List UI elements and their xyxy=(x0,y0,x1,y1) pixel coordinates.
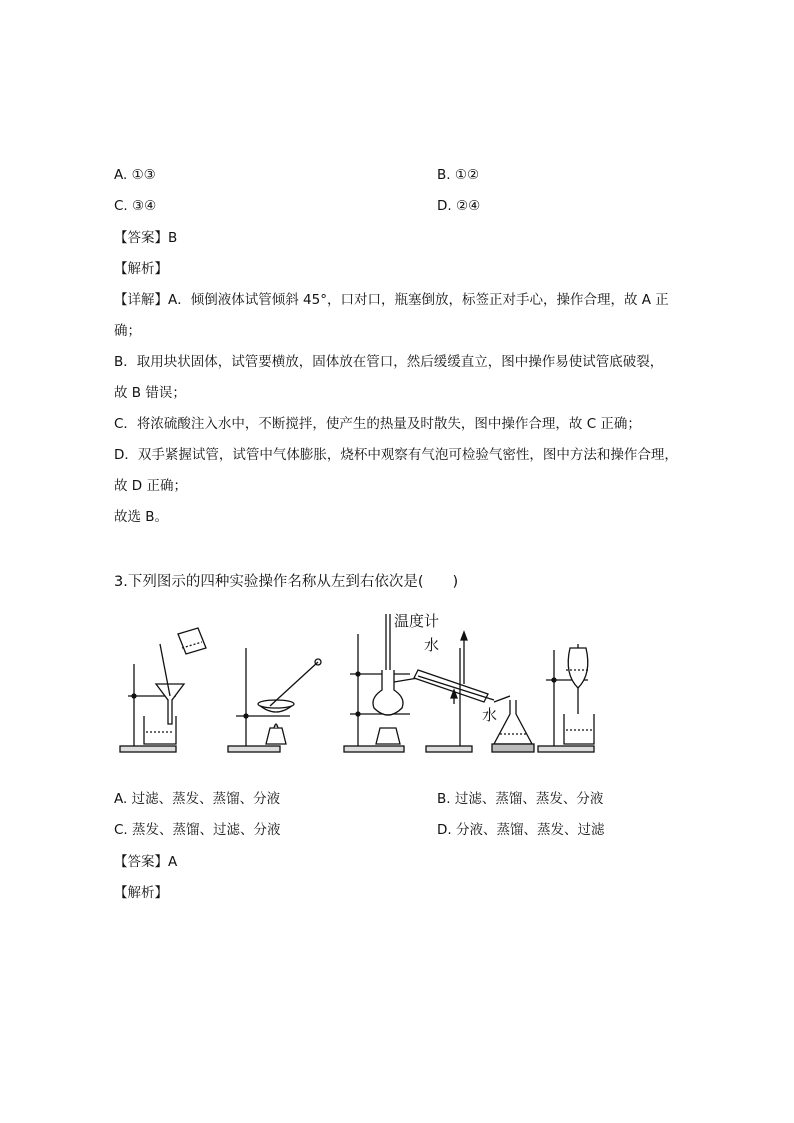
q3-stem: 3.下列图示的四种实验操作名称从左到右依次是( ) xyxy=(114,574,459,590)
q3-analysis-heading: 【解析】 xyxy=(114,885,168,901)
water-inlet-label: 水 xyxy=(482,706,498,724)
q3-option-d: D. 分液、蒸馏、蒸发、过滤 xyxy=(437,822,605,838)
q3-apparatus-figure xyxy=(118,604,618,770)
q2-detail-line: 【详解】A．倾倒液体试管倾斜 45°，口对口，瓶塞倒放，标签正对手心，操作合理，故 A 正 xyxy=(114,292,669,308)
q3-answer: 【答案】A xyxy=(114,854,178,870)
separatory-funnel-apparatus xyxy=(538,644,594,752)
filtration-apparatus xyxy=(120,628,206,752)
q2-answer: 【答案】B xyxy=(114,230,178,246)
q2-option-b: B. ①② xyxy=(437,167,480,183)
q2-option-c: C. ③④ xyxy=(114,198,157,214)
q3-option-b: B. 过滤、蒸馏、蒸发、分液 xyxy=(437,791,604,807)
q3-option-a: A. 过滤、蒸发、蒸馏、分液 xyxy=(114,791,281,807)
evaporation-apparatus xyxy=(228,648,321,752)
q2-detail-line: 故 D 正确； xyxy=(114,478,187,494)
q2-detail-line: 故 B 错误； xyxy=(114,385,186,401)
q2-option-a: A. ①③ xyxy=(114,167,156,183)
distillation-apparatus xyxy=(344,614,534,752)
q2-detail-line: 故选 B。 xyxy=(114,509,169,525)
water-outlet-label: 水 xyxy=(424,636,440,654)
q3-option-c: C. 蒸发、蒸馏、过滤、分液 xyxy=(114,822,281,838)
q2-analysis-heading: 【解析】 xyxy=(114,261,168,277)
thermometer-label: 温度计 xyxy=(394,612,440,630)
q2-detail-line: C．将浓硫酸注入水中，不断搅拌，使产生的热量及时散失，图中操作合理，故 C 正确； xyxy=(114,416,641,432)
q2-detail-line: B．取用块状固体，试管要横放，固体放在管口，然后缓缓直立，图中操作易使试管底破裂， xyxy=(114,354,664,370)
q2-option-d: D. ②④ xyxy=(437,198,481,214)
q2-detail-line: D．双手紧握试管，试管中气体膨胀，烧杯中观察有气泡可检验气密性，图中方法和操作合理， xyxy=(114,447,678,463)
q2-detail-line: 确； xyxy=(114,323,141,339)
